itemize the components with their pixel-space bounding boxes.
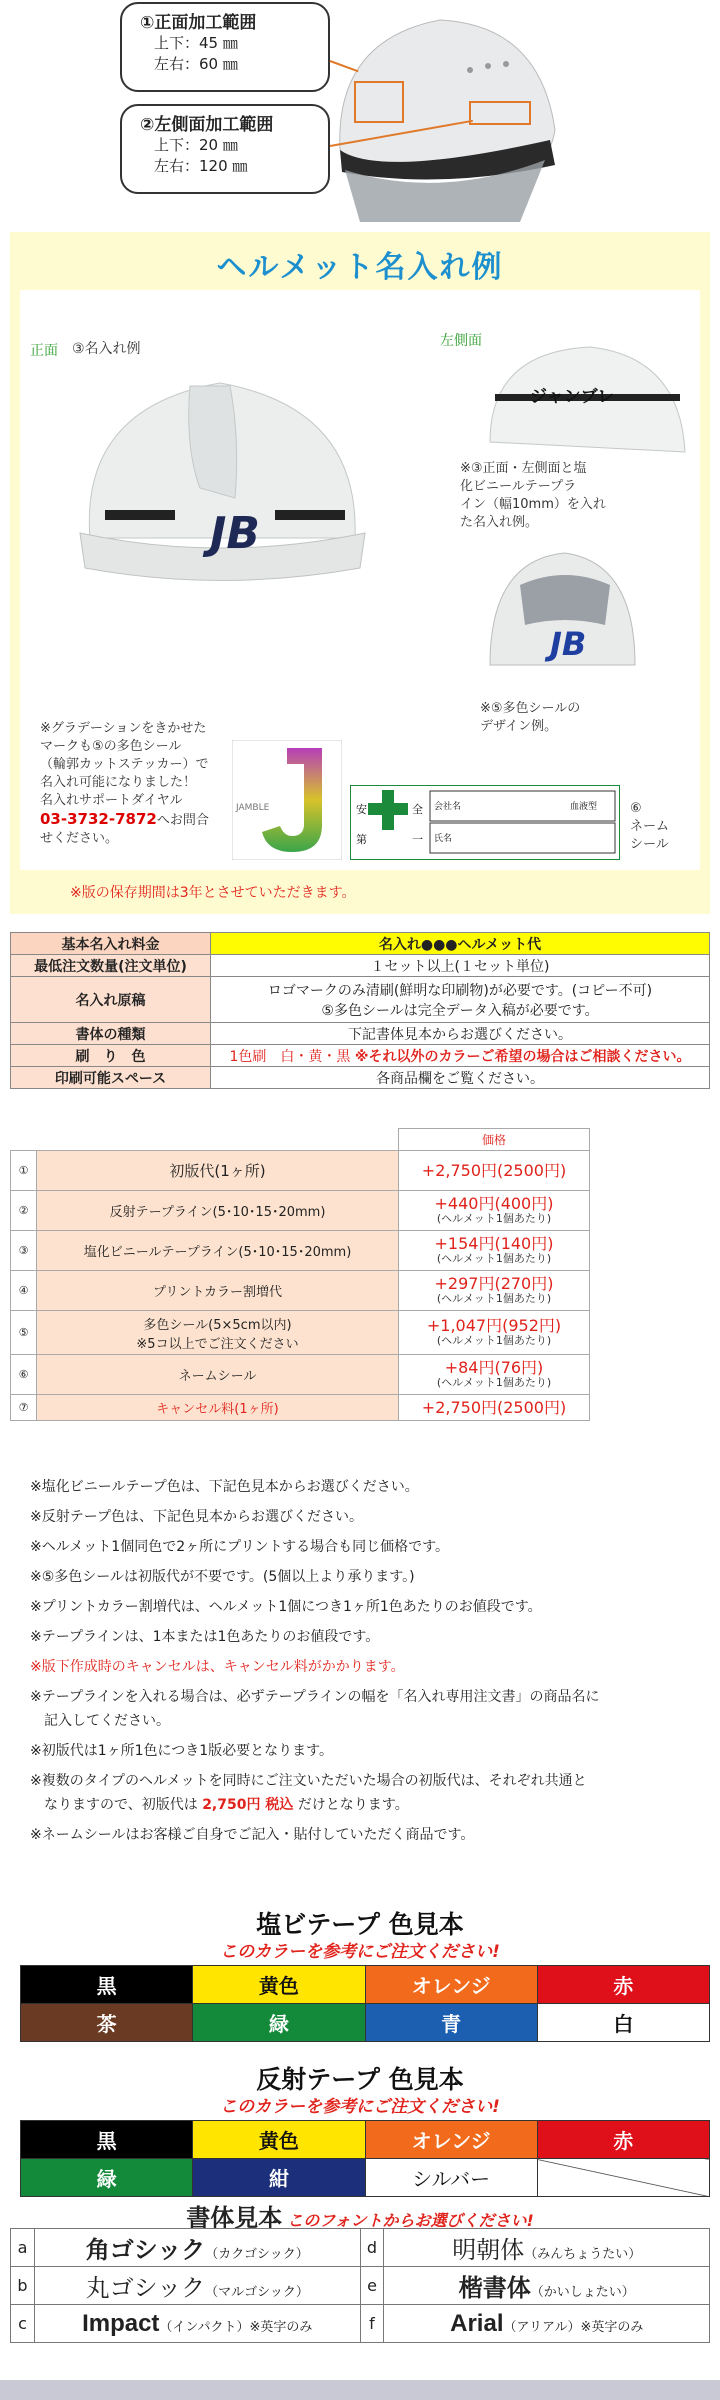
fee-key: 名入れ原稿 — [11, 977, 211, 1023]
price-value: +154円(140円) — [434, 1234, 554, 1253]
seal-blood-label: 血液型 — [570, 802, 598, 812]
left-area-vertical: 上下：20 ㎜ — [154, 136, 238, 154]
front-area-vertical: 上下：45 ㎜ — [154, 34, 238, 52]
left-area-horizontal: 左右：120 ㎜ — [154, 157, 248, 175]
note-item-continued: 記入してください。 — [44, 1713, 170, 1729]
note-item-continued — [30, 1790, 710, 1820]
note-highlight-price: 2,750円 税込 — [202, 1797, 294, 1813]
font-reading: （マルゴシック） — [205, 2285, 309, 2300]
swatch-row — [21, 1966, 710, 2004]
note-text: なりますので、初版代は — [44, 1797, 198, 1813]
swatch-cell: 緑 — [21, 2159, 193, 2197]
table-row — [11, 2229, 710, 2267]
seal-safety-1: 安 — [356, 803, 367, 816]
seal-safety-2: 全 — [412, 803, 423, 816]
swatch-cell: オレンジ — [365, 2121, 537, 2159]
price-cell — [399, 1231, 590, 1271]
font-sample-subtitle: このフォントからお選びください! — [287, 2211, 534, 2230]
swatch-cell: 茶 — [21, 2004, 193, 2042]
print-colors-note: ※それ以外のカラーご希望の場合はご相談ください。 — [354, 1048, 691, 1065]
table-row — [11, 1151, 590, 1191]
svg-text:JB: JB — [210, 508, 260, 559]
vinyl-color-swatch — [20, 1965, 710, 2042]
price-table — [10, 1128, 590, 1421]
price-unit: (ヘルメット1個あたり) — [436, 1252, 552, 1265]
font-sample-cell — [34, 2305, 360, 2343]
font-sample-cell — [384, 2305, 710, 2343]
price-unit: (ヘルメット1個あたり) — [436, 1292, 552, 1305]
font-reading: （インパクト）※英字のみ — [159, 2319, 313, 2335]
font-name: 角ゴシック — [85, 2236, 206, 2264]
table-row — [11, 1067, 710, 1089]
note-item: ※テープラインを入れる場合は、必ずテープラインの幅を「名入れ専用注文書」の商品名に — [30, 1689, 600, 1705]
fee-key: 印刷可能スペース — [11, 1067, 211, 1089]
swatch-cell: 青 — [365, 2004, 537, 2042]
price-item: キャンセル料(1ヶ所) — [37, 1395, 399, 1421]
font-letter: a — [11, 2229, 35, 2267]
table-row — [11, 1311, 590, 1355]
row-number: ④ — [11, 1271, 37, 1311]
name-print-examples-section — [10, 232, 710, 914]
phone-suffix: へお問合 — [156, 813, 209, 828]
front-area-title: ①正面加工範囲 — [140, 13, 257, 33]
tape-note-line: イン（幅10mm）を入れ — [460, 497, 606, 512]
gradient-note-line: マークも⑤の多色シール — [40, 739, 182, 754]
font-sample-cell — [384, 2267, 710, 2305]
swatch-row — [21, 2004, 710, 2042]
reflective-tape-title: 反射テープ 色見本 — [256, 2065, 464, 2094]
table-row — [11, 977, 710, 1023]
seal-safety-4: 一 — [412, 833, 423, 846]
sticker-example-note — [480, 700, 580, 736]
font-sample-cell — [384, 2229, 710, 2267]
note-item: ※複数のタイプのヘルメットを同時にご注文いただいた場合の初版代は、それぞれ共通と — [30, 1773, 587, 1789]
left-area-title: ②左側面加工範囲 — [140, 115, 274, 135]
front-label: 正面 — [30, 343, 58, 359]
swatch-row — [21, 2159, 710, 2197]
jamble-logo-image — [232, 740, 342, 860]
font-letter: f — [360, 2305, 384, 2343]
seal-name-label: 氏名 — [434, 834, 453, 844]
row-number: ⑤ — [11, 1311, 37, 1355]
svg-text:JB: JB — [550, 625, 587, 663]
phone-suffix-2: せください。 — [40, 831, 119, 846]
price-value: +2,750円(2500円) — [399, 1151, 590, 1191]
front-helmet-image — [60, 368, 380, 598]
table-row — [11, 1191, 590, 1231]
font-name: 楷書体 — [458, 2273, 531, 2302]
row-number: ② — [11, 1191, 37, 1231]
row-number: ⑥ — [11, 1355, 37, 1395]
font-sample-cell — [34, 2267, 360, 2305]
note-item: ※初版代は1ヶ所1色につき1版必要となります。 — [30, 1743, 334, 1759]
swatch-cell: 紺 — [193, 2159, 365, 2197]
price-value: +297円(270円) — [434, 1274, 554, 1293]
price-value: +1,047円(952円) — [426, 1316, 562, 1335]
fee-value: 名入れ●●●ヘルメット代 — [211, 933, 710, 955]
table-row — [11, 1023, 710, 1045]
font-reading: （カクゴシック） — [205, 2247, 309, 2262]
vinyl-tape-title: 塩ビテープ 色見本 — [256, 1910, 464, 1939]
fee-value: 各商品欄をご覧ください。 — [211, 1067, 710, 1089]
swatch-cell: 赤 — [537, 2121, 709, 2159]
table-row — [11, 1045, 710, 1067]
price-cell — [399, 1191, 590, 1231]
vinyl-tape-subtitle: このカラーを参考にご注文ください! — [220, 1942, 500, 1962]
gradient-sticker-note — [40, 720, 230, 848]
font-name: Impact — [82, 2309, 160, 2337]
left-side-label: 左側面 — [440, 333, 482, 349]
font-reading: （アリアル）※英字のみ — [503, 2319, 644, 2335]
price-value: +84円(76円) — [444, 1358, 544, 1377]
front-caption: ③名入れ例 — [72, 341, 141, 357]
table-row — [11, 1395, 590, 1421]
seal-caption-line: ⑥ — [630, 801, 642, 816]
table-row — [11, 2305, 710, 2343]
swatch-cell: 白 — [537, 2004, 709, 2042]
gradient-note-line: ※グラデーションをきかせた — [40, 721, 207, 736]
note-item: ※ネームシールはお客様ご自身でご記入・貼付していただく商品です。 — [30, 1827, 475, 1843]
font-name: 明朝体 — [452, 2236, 525, 2264]
reflective-tape-subtitle: このカラーを参考にご注文ください! — [220, 2097, 500, 2117]
fee-key: 最低注文数量(注文単位) — [11, 955, 211, 977]
bottom-bar — [0, 2380, 720, 2400]
note-item: ※⑤多色シールは初版代が不要です。(5個以上より承ります。) — [30, 1569, 415, 1585]
name-seal-caption — [630, 800, 669, 854]
font-sample-title: 書体見本 — [186, 2204, 283, 2232]
price-item-line: 多色シール(5×5cm以内) — [143, 1317, 292, 1333]
swatch-cell: 緑 — [193, 2004, 365, 2042]
fee-value-colors — [211, 1045, 710, 1067]
fee-value: １セット以上(１セット単位) — [211, 955, 710, 977]
helmet-with-shield-image — [320, 0, 570, 222]
note-item: ※テープラインは、1本または1色あたりのお値段です。 — [30, 1629, 380, 1645]
swatch-cell: 黄色 — [193, 2121, 365, 2159]
sticker-note-line: ※⑤多色シールの — [480, 701, 581, 716]
font-sample-cell — [34, 2229, 360, 2267]
note-item-cancel: ※版下作成時のキャンセルは、キャンセル料がかかります。 — [30, 1659, 405, 1675]
swatch-row — [21, 2121, 710, 2159]
font-name: 丸ゴシック — [85, 2274, 206, 2302]
price-value: +2,750円(2500円) — [399, 1395, 590, 1421]
sticker-helmet-image — [480, 545, 640, 685]
swatch-cell: 赤 — [537, 1966, 709, 2004]
font-letter: e — [360, 2267, 384, 2305]
print-colors: 1色刷 白・黄・黒 — [229, 1048, 351, 1065]
fee-value-line: ⑤多色シールは完全データ入稿が必要です。 — [321, 1002, 599, 1019]
swatch-cell: オレンジ — [365, 1966, 537, 2004]
fee-value: 下記書体見本からお選びください。 — [211, 1023, 710, 1045]
gradient-note-line: 名入れ可能になりました！ — [40, 775, 197, 790]
price-item: 塩化ビニールテープライン(5･10･15･20mm) — [37, 1231, 399, 1271]
font-reading: （かいしょたい） — [530, 2285, 635, 2300]
notes-list — [30, 1472, 710, 1850]
table-row — [11, 1355, 590, 1395]
support-phone: 03-3732-7872 — [40, 810, 157, 828]
table-row — [11, 2267, 710, 2305]
table-row — [11, 933, 710, 955]
note-text: だけとなります。 — [297, 1797, 409, 1813]
price-value: +440円(400円) — [434, 1194, 554, 1213]
font-reading: （みんちょうたい） — [524, 2247, 642, 2262]
note-item: ※塩化ビニールテープ色は、下記色見本からお選びください。 — [30, 1479, 419, 1495]
seal-safety-3: 第 — [356, 833, 367, 846]
table-row — [11, 1271, 590, 1311]
tape-note-line: ※③正面・左側面と塩 — [460, 461, 587, 476]
price-unit: (ヘルメット1個あたり) — [436, 1334, 552, 1347]
font-name: Arial — [450, 2309, 504, 2337]
left-side-name-text: ジャンブレ — [530, 387, 614, 407]
basic-fee-table — [10, 932, 710, 1089]
examples-panel — [20, 290, 700, 870]
swatch-cell-empty — [537, 2159, 709, 2197]
seal-caption-line: ネーム — [630, 819, 670, 834]
fee-value-multi — [211, 977, 710, 1023]
table-row — [11, 955, 710, 977]
price-item: 初版代(1ヶ所) — [37, 1151, 399, 1191]
tape-example-note — [460, 460, 606, 532]
table-row — [11, 1231, 590, 1271]
reflective-color-swatch — [20, 2120, 710, 2197]
row-number: ⑦ — [11, 1395, 37, 1421]
front-area-horizontal: 左右：60 ㎜ — [154, 55, 238, 73]
fee-key: 刷 り 色 — [11, 1045, 211, 1067]
fee-value-line: ロゴマークのみ清刷(鮮明な印刷物)が必要です。(コピー不可) — [267, 982, 653, 999]
sticker-note-line: デザイン例。 — [480, 719, 558, 734]
fee-key: 基本名入れ料金 — [11, 933, 211, 955]
tape-note-line: た名入れ例。 — [460, 515, 539, 530]
font-letter: c — [11, 2305, 35, 2343]
examples-title: ヘルメット名入れ例 — [216, 250, 504, 285]
note-item: ※反射テープ色は、下記色見本からお選びください。 — [30, 1509, 364, 1525]
note-item: ※プリントカラー割増代は、ヘルメット1個につき1ヶ所1色あたりのお値段です。 — [30, 1599, 542, 1615]
seal-caption-line: シール — [630, 837, 669, 852]
price-item-multi — [37, 1311, 399, 1355]
name-seal-image — [350, 785, 620, 860]
price-item: プリントカラー割増代 — [37, 1271, 399, 1311]
price-unit: (ヘルメット1個あたり) — [436, 1212, 552, 1225]
fee-key: 書体の種類 — [11, 1023, 211, 1045]
plate-retention-note: ※版の保存期間は3年とさせていただきます。 — [70, 885, 356, 901]
price-cell — [399, 1271, 590, 1311]
price-unit: (ヘルメット1個あたり) — [436, 1376, 552, 1389]
row-number: ① — [11, 1151, 37, 1191]
header-blank — [37, 1129, 399, 1151]
gradient-note-line: 名入れサポートダイヤル — [40, 793, 183, 808]
swatch-cell: 黒 — [21, 1966, 193, 2004]
swatch-cell: 黄色 — [193, 1966, 365, 2004]
price-cell — [399, 1311, 590, 1355]
header-blank — [11, 1129, 37, 1151]
seal-company-label: 会社名 — [434, 802, 462, 812]
price-header: 価格 — [399, 1129, 590, 1151]
note-item: ※ヘルメット1個同色で2ヶ所にプリントする場合も同じ価格です。 — [30, 1539, 450, 1555]
swatch-cell: シルバー — [365, 2159, 537, 2197]
price-item: 反射テープライン(5･10･15･20mm) — [37, 1191, 399, 1231]
jamble-logo-text: JAMBLE — [236, 803, 270, 813]
gradient-note-line: （輪郭カットステッカー）で — [40, 757, 209, 772]
front-area-callout — [120, 2, 330, 92]
row-number: ③ — [11, 1231, 37, 1271]
tape-note-line: 化ビニールテープラ — [460, 479, 577, 494]
table-header-row — [11, 1129, 590, 1151]
processing-area-diagram — [0, 0, 720, 225]
price-item-line: ※5コ以上でご注文ください — [136, 1336, 299, 1352]
font-sample-table — [10, 2228, 710, 2343]
price-cell — [399, 1355, 590, 1395]
font-letter: d — [360, 2229, 384, 2267]
font-letter: b — [11, 2267, 35, 2305]
left-area-callout — [120, 104, 330, 194]
swatch-cell: 黒 — [21, 2121, 193, 2159]
price-item: ネームシール — [37, 1355, 399, 1395]
